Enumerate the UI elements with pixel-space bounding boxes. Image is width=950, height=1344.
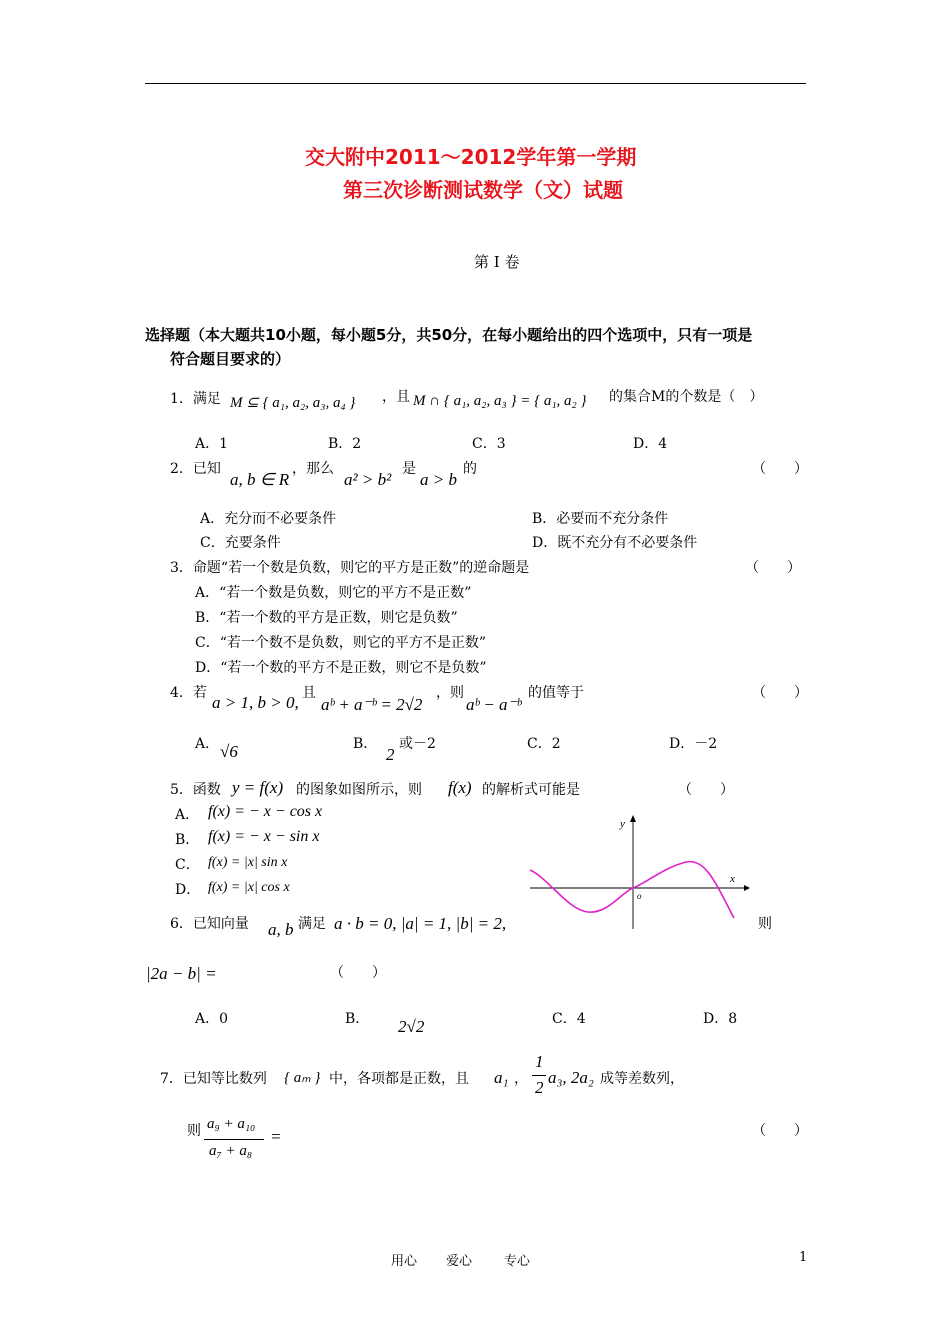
q3-option-a: A．“若一个数是负数，则它的平方不是正数” bbox=[195, 585, 472, 601]
q4-mid2: ，则 bbox=[436, 685, 464, 701]
q6-expr1: a, b bbox=[268, 920, 294, 939]
q7-frac-numerator: 1 bbox=[535, 1052, 544, 1071]
q4-option-c: C．2 bbox=[527, 736, 561, 752]
q4-option-b: B． bbox=[353, 736, 378, 752]
q1-option-a: A．1 bbox=[195, 436, 229, 452]
q1-expr2: M ∩ { a₁, a₂, a₃ } = { a₁, a₂ } bbox=[413, 393, 587, 409]
q4-option-a-value: √6 bbox=[220, 742, 238, 761]
q5-option-d-value: f(x) = |x| cos x bbox=[208, 880, 290, 895]
q6-expr3: |2a − b| = bbox=[146, 964, 217, 983]
q2-label: 2．已知 bbox=[170, 461, 221, 477]
q6-mid: 满足 bbox=[298, 916, 326, 932]
q2-option-a: A．充分而不必要条件 bbox=[200, 511, 337, 527]
q5-option-c: C． bbox=[175, 857, 200, 873]
q1-option-c: C．3 bbox=[472, 436, 506, 452]
q7-label: 7．已知等比数列 bbox=[160, 1071, 267, 1087]
q6-option-c: C．4 bbox=[552, 1011, 586, 1027]
q2-is: 是 bbox=[402, 461, 416, 477]
q4-expr1: a > 1, b > 0, bbox=[212, 693, 299, 712]
q5-expr1: y = f(x) bbox=[232, 778, 284, 797]
section-heading-cont: 符合题目要求的） bbox=[170, 350, 291, 368]
q5-answer-bracket: （ ） bbox=[678, 782, 734, 798]
q5-mid: 的图象如图所示，则 bbox=[296, 782, 422, 798]
q5-option-a: A． bbox=[175, 807, 200, 823]
q4-tail: 的值等于 bbox=[528, 685, 584, 701]
q1-mid: ，且 bbox=[382, 389, 410, 405]
q6-then: 则 bbox=[758, 916, 772, 932]
q3-option-c: C．“若一个数不是负数，则它的平方不是正数” bbox=[195, 635, 487, 651]
q7-expr2: a₁ bbox=[494, 1068, 509, 1087]
footer-text-3: 专心 bbox=[504, 1254, 531, 1269]
q2-option-d: D．既不充分有不必要条件 bbox=[532, 535, 698, 551]
q4-option-b-value: 2 bbox=[386, 745, 395, 764]
q2-expr2: a² > b² bbox=[344, 470, 392, 489]
q4-label: 4．若 bbox=[170, 685, 207, 701]
section-heading: 选择题（本大题共10小题，每小题5分，共50分，在每小题给出的四个选项中，只有一项是 bbox=[145, 326, 753, 344]
q5-tail: 的解析式可能是 bbox=[482, 782, 580, 798]
exam-title-line1: 交大附中2011～2012学年第一学期 bbox=[305, 145, 637, 169]
q7-expr1: { aₘ } bbox=[284, 1070, 321, 1086]
page-number: 1 bbox=[799, 1250, 808, 1265]
q3-answer-bracket: （ ） bbox=[745, 560, 801, 576]
q4-expr2: aᵇ + a⁻ᵇ = 2√2 bbox=[321, 695, 423, 714]
q6-option-a: A．0 bbox=[195, 1011, 229, 1027]
q5-expr2: f(x) bbox=[448, 778, 472, 797]
graph-origin-label: o bbox=[637, 891, 642, 901]
q5-function-graph bbox=[528, 812, 750, 932]
header-rule bbox=[145, 83, 806, 84]
q5-option-b-value: f(x) = − x − sin x bbox=[208, 828, 320, 845]
q4-option-b-tail: 或－2 bbox=[399, 736, 436, 752]
q2-expr3: a > b bbox=[420, 470, 457, 489]
q6-option-b: B． bbox=[345, 1011, 370, 1027]
graph-x-arrow bbox=[744, 885, 750, 891]
q6-option-d: D．8 bbox=[703, 1011, 738, 1027]
q2-option-c: C．充要条件 bbox=[200, 535, 281, 551]
q5-option-a-value: f(x) = − x − cos x bbox=[208, 803, 323, 820]
q7-answer-bracket: （ ） bbox=[752, 1123, 808, 1139]
q7-then: 则 bbox=[187, 1123, 201, 1139]
exam-title-line2: 第三次诊断测试数学（文）试题 bbox=[343, 178, 623, 202]
q6-label: 6．已知向量 bbox=[170, 916, 249, 932]
q3-option-b: B．“若一个数的平方是正数，则它是负数” bbox=[195, 610, 458, 626]
q2-expr1: a, b ∈ R bbox=[230, 470, 290, 489]
q7-frac-bar bbox=[532, 1075, 546, 1076]
q4-option-d: D．－2 bbox=[669, 736, 718, 752]
q1-label: 1．满足 bbox=[170, 391, 221, 407]
footer-text-1: 用心 bbox=[391, 1254, 418, 1269]
q7-comma: ， bbox=[514, 1071, 528, 1087]
q7-frac-denominator: 2 bbox=[535, 1078, 544, 1097]
q4-mid: 且 bbox=[302, 685, 316, 701]
graph-y-label: y bbox=[620, 818, 625, 830]
q5-option-b: B． bbox=[175, 832, 200, 848]
footer-text-2: 爱心 bbox=[446, 1254, 473, 1269]
q6-answer-bracket: （ ） bbox=[330, 965, 386, 981]
q7-frac2-numerator: a₉ + a₁₀ bbox=[207, 1116, 256, 1132]
q5-label: 5．函数 bbox=[170, 782, 221, 798]
q7-tail: 成等差数列， bbox=[600, 1071, 684, 1087]
q2-tail: 的 bbox=[463, 461, 477, 477]
graph-y-arrow bbox=[630, 815, 636, 822]
q7-expr3: a₃, 2a₂ bbox=[548, 1068, 594, 1087]
graph-curve bbox=[530, 862, 734, 918]
volume-label: 第 I 卷 bbox=[474, 253, 520, 271]
q5-option-c-value: f(x) = |x| sin x bbox=[208, 855, 288, 870]
q4-expr3: aᵇ − a⁻ᵇ bbox=[466, 695, 522, 714]
q4-answer-bracket: （ ） bbox=[752, 685, 808, 701]
q3-stem: 3．命题“若一个数是负数，则它的平方是正数”的逆命题是 bbox=[170, 560, 530, 576]
q6-expr2: a · b = 0, |a| = 1, |b| = 2, bbox=[334, 914, 507, 933]
q1-option-b: B．2 bbox=[328, 436, 362, 452]
q1-expr1: M ⊆ { a₁, a₂, a₃, a₄ } bbox=[230, 395, 356, 411]
q2-mid: ，那么 bbox=[292, 461, 334, 477]
graph-x-label: x bbox=[730, 873, 735, 885]
q2-answer-bracket: （ ） bbox=[752, 461, 808, 477]
q1-tail: 的集合M的个数是（ ） bbox=[609, 389, 764, 405]
q7-mid: 中，各项都是正数，且 bbox=[329, 1071, 469, 1087]
q7-frac2-denominator: a₇ + a₈ bbox=[209, 1143, 253, 1159]
q5-option-d: D． bbox=[175, 882, 201, 898]
q2-option-b: B．必要而不充分条件 bbox=[532, 511, 669, 527]
q4-option-a: A． bbox=[195, 736, 220, 752]
q7-equals: = bbox=[270, 1127, 282, 1146]
q3-option-d: D．“若一个数的平方不是正数，则它不是负数” bbox=[195, 660, 487, 676]
q7-frac2-bar bbox=[204, 1139, 264, 1140]
q1-option-d: D．4 bbox=[633, 436, 668, 452]
q6-option-b-value: 2√2 bbox=[398, 1017, 425, 1036]
